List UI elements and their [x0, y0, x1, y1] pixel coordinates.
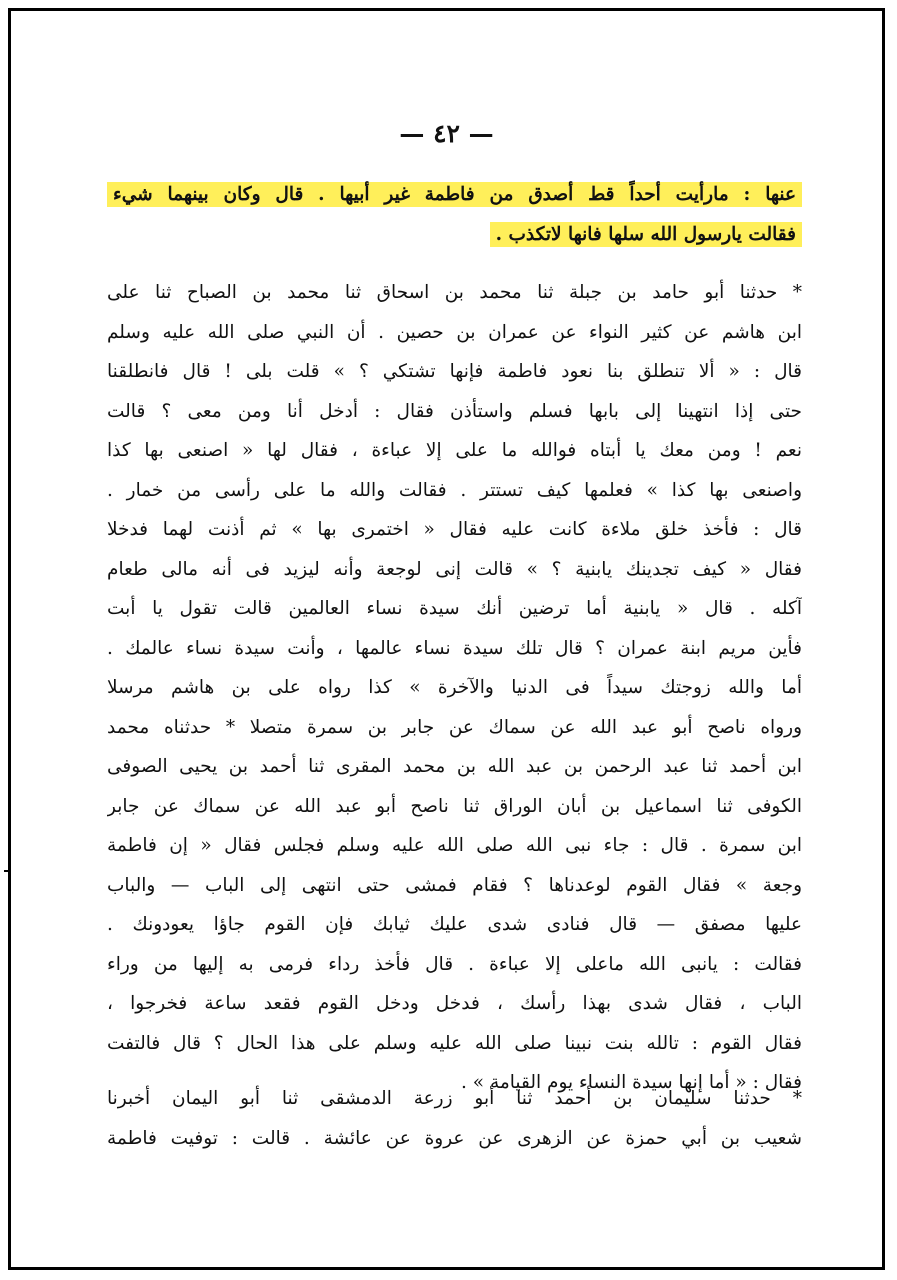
text-line: فأين مريم ابنة عمران ؟ قال تلك سيدة نساء عالمها ، وأنت سيدة نساء عالمك . [107, 637, 802, 659]
text-line: الباب ، فقال شدى بهذا رأسك ، فدخل ودخل القوم فقعد ساعة فخرجوا ، [107, 993, 802, 1014]
text-line: عليها مصفق — قال فنادى شدى عليك ثيابك فإن القوم جاؤا يعودونك . [107, 914, 802, 935]
text-line: ابن سمرة . قال : جاء نبى الله صلى الله عليه وسلم فجلس فقال « إن فاطمة [107, 835, 802, 856]
text-line: فقالت : يانبى الله ماعلى إلا عباءة . قال فأخذ رداء فرمى به إليها من وراء [107, 953, 802, 975]
text-line: ابن أحمد ثنا عبد الرحمن بن عبد الله بن محمد المقرى ثنا أحمد بن يحيى الصوفى [107, 756, 802, 777]
text-line: واصنعى بها كذا » فعلمها كيف تستتر . فقالت والله ما على رأسى من خمار . [107, 479, 802, 501]
text-line: قال : « ألا تنطلق بنا نعود فاطمة فإنها تشتكي ؟ » قلت بلى ! قال فانطلقنا [107, 361, 802, 382]
text-line: فقال « كيف تجدينك يابنية ؟ » قالت إنى لوجعة وأنه ليزيد فى أنه مالى طعام [107, 558, 802, 580]
text-line: الكوفى ثنا اسماعيل بن أبان الوراق ثنا ناصح أبو عبد الله عن سماك عن جابر [107, 795, 802, 817]
main-hadith-paragraph [107, 273, 802, 1103]
highlighted-passage [107, 175, 802, 254]
text-line: أما والله زوجتك سيداً فى الدنيا والآخرة » كذا رواه على بن هاشم مرسلا [107, 677, 802, 698]
page-number: — ٤٢ — [399, 119, 494, 148]
scan-edge-mark [4, 870, 10, 872]
highlighted-line: فقالت يارسول الله سلها فانها لاتكذب . [107, 215, 802, 255]
text-line: * حدثنا أبو حامد بن جبلة ثنا محمد بن اسحاق ثنا محمد بن الصباح ثنا على [107, 282, 802, 303]
text-line: * حدثنا سليمان بن أحمد ثنا أبو زرعة الدمشقى ثنا أبو اليمان أخبرنا [107, 1088, 802, 1109]
text-line: ورواه ناصح أبو عبد الله عن سماك عن جابر بن سمرة متصلا * حدثناه محمد [107, 716, 802, 738]
text-line: قال : فأخذ خلق ملاءة كانت عليه فقال « اختمرى بها » ثم أذنت لهما فدخلا [107, 519, 802, 540]
text-line: آكله . قال « يابنية أما ترضين أنك سيدة نساء العالمين قالت تقول يا أبت [107, 598, 802, 619]
text-line: حتى إذا انتهينا إلى بابها فسلم واستأذن فقال : أدخل أنا ومن معى ؟ قالت [107, 400, 802, 422]
highlighted-line: عنها : مارأيت أحداً قط أصدق من فاطمة غير أبيها . قال وكان بينهما شيء [107, 175, 802, 215]
text-line: فقال القوم : تالله بنت نبينا صلى الله عليه وسلم على هذا الحال ؟ قال فالتفت [107, 1032, 802, 1054]
text-line: وجعة » فقال القوم لوعدناها ؟ فقام فمشى حتى انتهى إلى الباب — والباب [107, 874, 802, 896]
text-line: نعم ! ومن معك يا أبتاه فوالله ما على إلا عباءة ، فقال لها « اصنعى بها كذا [107, 440, 802, 461]
final-hadith-paragraph [107, 1079, 802, 1158]
text-line: ابن هاشم عن كثير النواء عن عمران بن حصين . أن النبي صلى الله عليه وسلم [107, 321, 802, 343]
text-line: فقال : « أما إنها سيدة النساء يوم القيامة » . [460, 1072, 802, 1093]
text-line: شعيب بن أبي حمزة عن الزهرى عن عروة عن عائشة . قالت : توفيت فاطمة [107, 1127, 802, 1149]
page-frame [8, 8, 885, 1270]
